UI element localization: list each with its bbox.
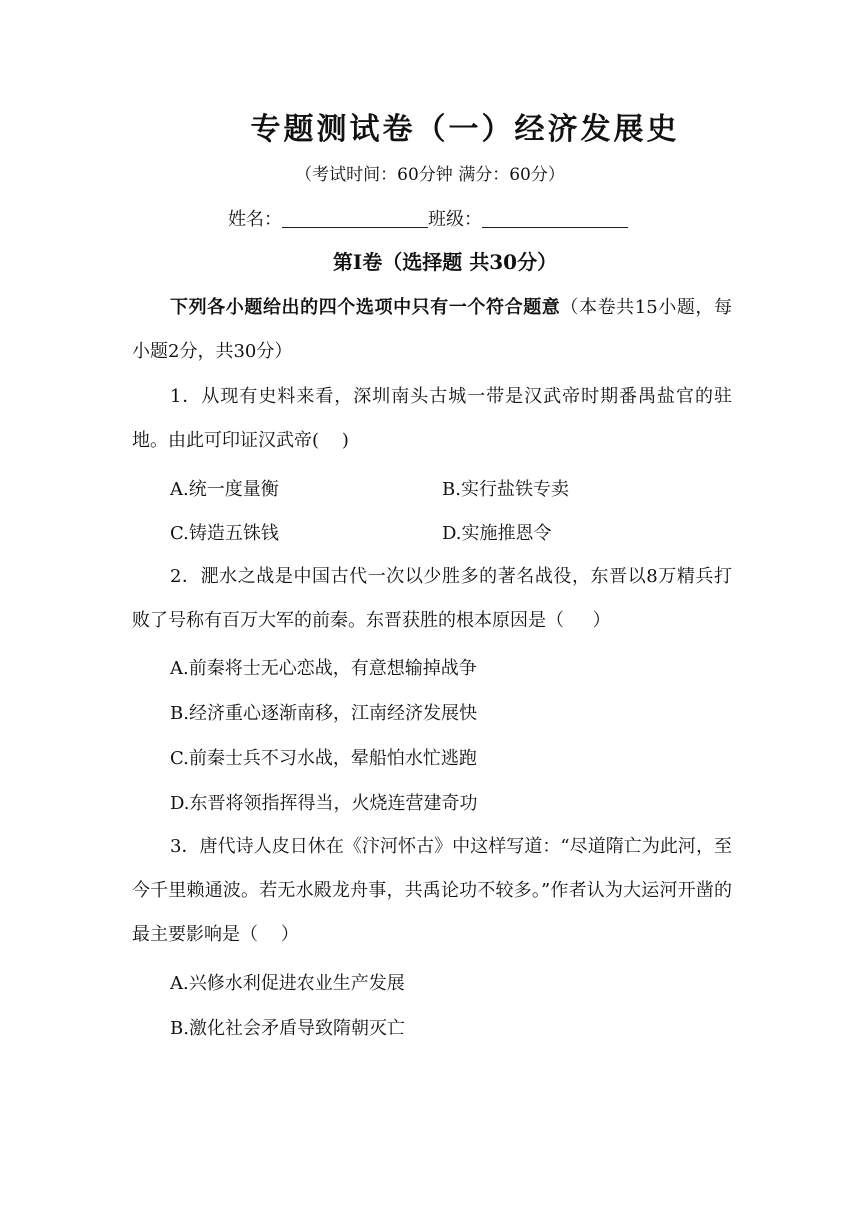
- question-2-option-b: B.经济重心逐渐南移，江南经济发展快: [170, 703, 477, 724]
- question-3-option-b: B.激化社会矛盾导致隋朝灭亡: [170, 1018, 405, 1039]
- class-label: 班级：: [428, 209, 482, 230]
- question-1-option-c: C.铸造五铢钱: [170, 523, 279, 544]
- instructions-rest: （本卷共15小题，每小题2分，共30分）: [132, 297, 733, 362]
- question-1-option-d: D.实施推恩令: [442, 523, 552, 544]
- question-2-option-d: D.东晋将领指挥得当，火烧连营建奇功: [170, 793, 478, 814]
- exam-info: （考试时间：60分钟 满分：60分）: [295, 165, 565, 185]
- section-title: 第Ⅰ卷（选择题 共30分）: [332, 250, 558, 274]
- question-2-stem: 2．淝水之战是中国古代一次以少胜多的著名战役，东晋以8万精兵打败了号称有百万大军的前秦。东晋获胜的根本原因是（ ）: [132, 566, 732, 631]
- question-1-stem: 1．从现有史料来看，深圳南头古城一带是汉武帝时期番禺盐官的驻地。由此可印证汉武帝( ): [132, 386, 732, 451]
- question-2-option-a: A.前秦将士无心恋战，有意想输掉战争: [170, 658, 477, 679]
- class-blank: [482, 209, 628, 228]
- question-3-option-a: A.兴修水利促进农业生产发展: [170, 973, 405, 994]
- question-1-option-b: B.实行盐铁专卖: [442, 479, 569, 500]
- instructions: [132, 286, 732, 374]
- page-title: 专题测试卷（一）经济发展史: [250, 112, 680, 147]
- name-label: 姓名：: [228, 209, 282, 230]
- question-2-option-c: C.前秦士兵不习水战，晕船怕水忙逃跑: [170, 748, 477, 769]
- question-3-stem: 3．唐代诗人皮日休在《汴河怀古》中这样写道：“尽道隋亡为此河，至今千里赖通波。若无水殿龙舟事，共禹论功不较多。”作者认为大运河开凿的最主要影响是（ ）: [132, 836, 732, 945]
- name-blank: [282, 209, 428, 228]
- student-info-row: [228, 205, 628, 231]
- instructions-bold: 下列各小题给出的四个选项中只有一个符合题意: [170, 297, 561, 318]
- question-1-option-a: A.统一度量衡: [170, 479, 279, 500]
